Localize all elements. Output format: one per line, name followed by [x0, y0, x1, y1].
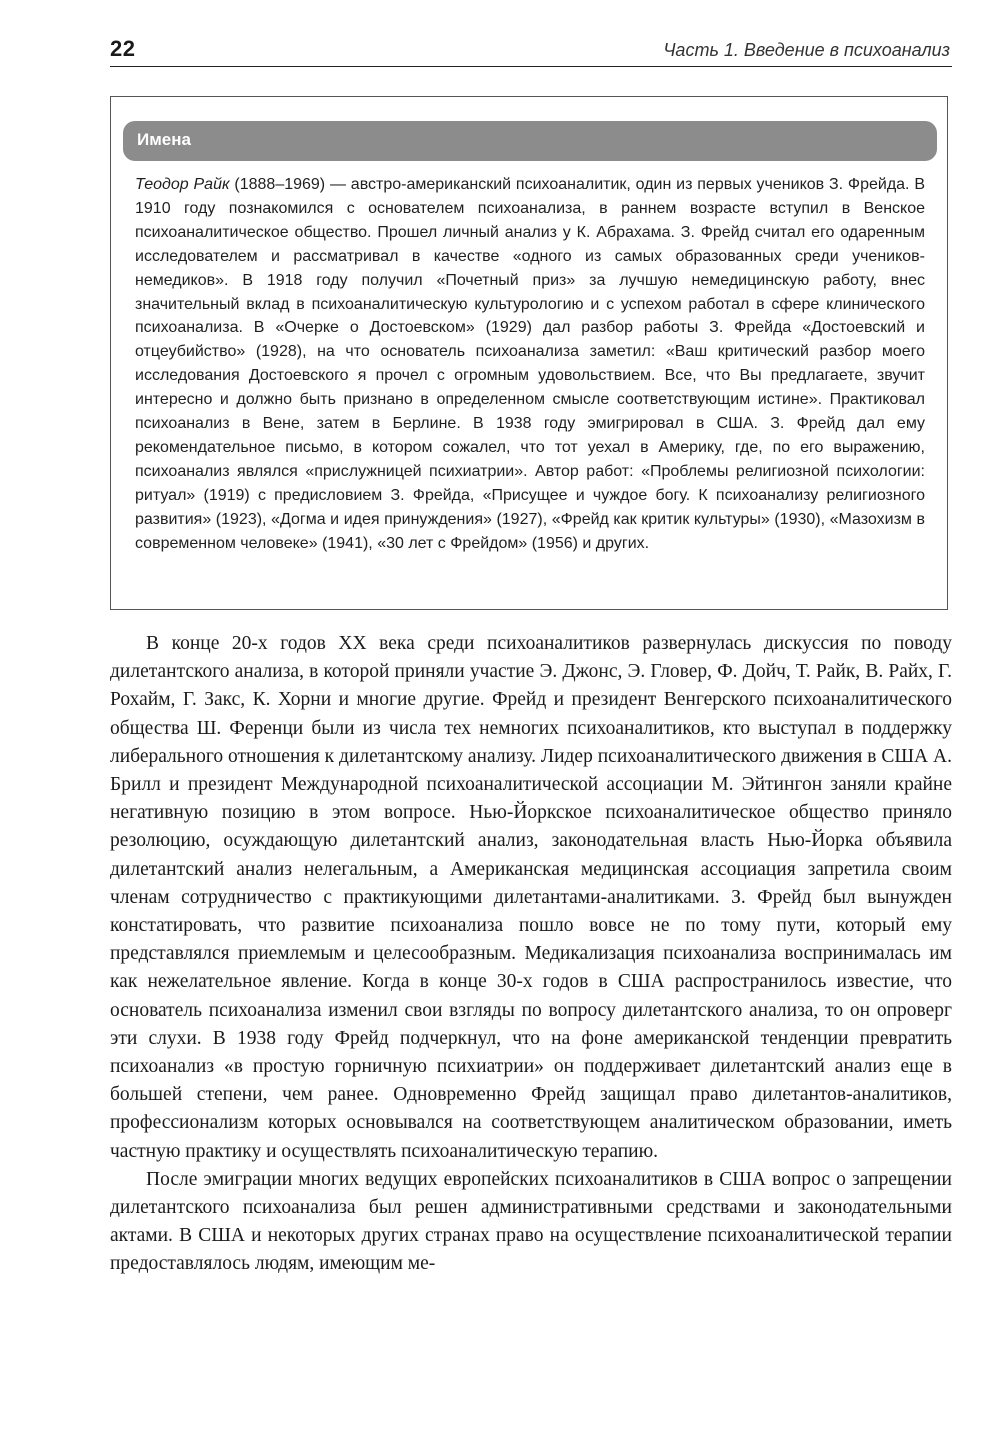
sidebar-biography	[135, 173, 925, 556]
running-title: Часть 1. Введение в психоанализ	[663, 40, 950, 60]
biography-text: (1888–1969) — австро-американский психоаналитик, один из первых учеников З. Фрейда. В 1910 году познакомился с основателем психоанализа, в раннем возрасте вступил в Венское психоаналитическое общество. Прошел личный анализ у К. Абрахама. З. Фрейд считал его одаренным исследователем и рассматривал в качестве «одного из самых образованных среди учеников-немедиков». В 1918 году получил «Почетный приз» за лучшую немедицинскую работу, внес значительный вклад в психоаналитическую культурологию и с успехом работал в сфере клинического психоанализа. В «Очерке о Достоевском» (1929) дал разбор работы З. Фрейда «Достоевский и отцеубийство» (1928), на что основатель психоанализа заметил: «Ваш критический разбор моего исследования Достоевского я прочел с огромным удовольствием. Все, что Вы предлагаете, звучит интересно и должно быть признано в определенном смысле соответствующим истине». Практиковал психоанализ в Вене, затем в Берлине. В 1938 году эмигрировал в США. З. Фрейд дал ему рекомендательное письмо, в котором сожалел, что тот уехал в Америку, где, по его выражению, психоанализ являлся «прислужницей психиатрии». Автор работ: «Проблемы религиозной психологии: ритуал» (1919) с предисловием З. Фрейда, «Присущее и чуждое богу. К психоанализу религиозного развития» (1923), «Догма и идея принуждения» (1927), «Фрейд как критик культуры» (1930), «Мазохизм в современном человеке» (1941), «30 лет с Фрейдом» (1956) и других.	[135, 176, 926, 552]
paragraph: В конце 20-х годов XX века среди психоаналитиков развернулась дискуссия по поводу дилетантского анализа, в которой приняли участие Э. Джонс, Э. Гловер, Ф. Дойч, Т. Райк, В. Райх, Г. Рохайм, Г. Закс, К. Хорни и многие другие. Фрейд и президент Венгерского психоаналитического общества Ш. Ференци были из числа тех немногих психоаналитиков, кто выступал в поддержку либерального отношения к дилетантскому анализу. Лидер психоаналитического движения в США А. Брилл и президент Международной психоаналитической ассоциации М. Эйтингон заняли крайне негативную позицию в этом вопросе. Нью-Йоркское психоаналитическое общество приняло резолюцию, осуждающую дилетантский анализ, законодательная власть Нью-Йорка объявила дилетантский анализ нелегальным, а Американская медицинская ассоциация запретила своим членам сотрудничество с практикующими дилетантами-аналитиками. З. Фрейд был вынужден констатировать, что развитие психоанализа пошло вовсе не по тому пути, который ему представлялся приемлемым и целесообразным. Медикализация психоанализа воспринималась им как нежелательное явление. Когда в конце 30-х годов в США распространилось известие, что основатель психоанализа изменил свои взгляды по вопросу дилетантского анализа, то он опроверг эти слухи. В 1938 году Фрейд подчеркнул, что на фоне американской тенденции превратить психоанализ «в простую горничную психиатрии» он поддерживает дилетантский анализ еще в большей степени, чем ранее. Одновременно Фрейд защищал право дилетантов-аналитиков, профессионализм которых основывался на соответствующем аналитическом образовании, иметь частную практику и осуществлять психоаналитическую терапию.	[110, 633, 952, 1162]
page-number: 22	[110, 36, 136, 61]
sidebar-title: Имена	[137, 130, 191, 149]
person-name: Теодор Райк	[135, 176, 230, 193]
main-text	[110, 630, 952, 1279]
paragraph: После эмиграции многих ведущих европейских психоаналитиков в США вопрос о запрещении дилетантского психоанализа был решен административными средствами и законодательными актами. В США и некоторых других странах право на осуществление психоаналитической терапии предоставлялось людям, имеющим ме-	[110, 1168, 952, 1275]
sidebar-header-bar	[123, 121, 937, 161]
page-header	[110, 34, 952, 67]
names-sidebar-box	[110, 96, 948, 610]
